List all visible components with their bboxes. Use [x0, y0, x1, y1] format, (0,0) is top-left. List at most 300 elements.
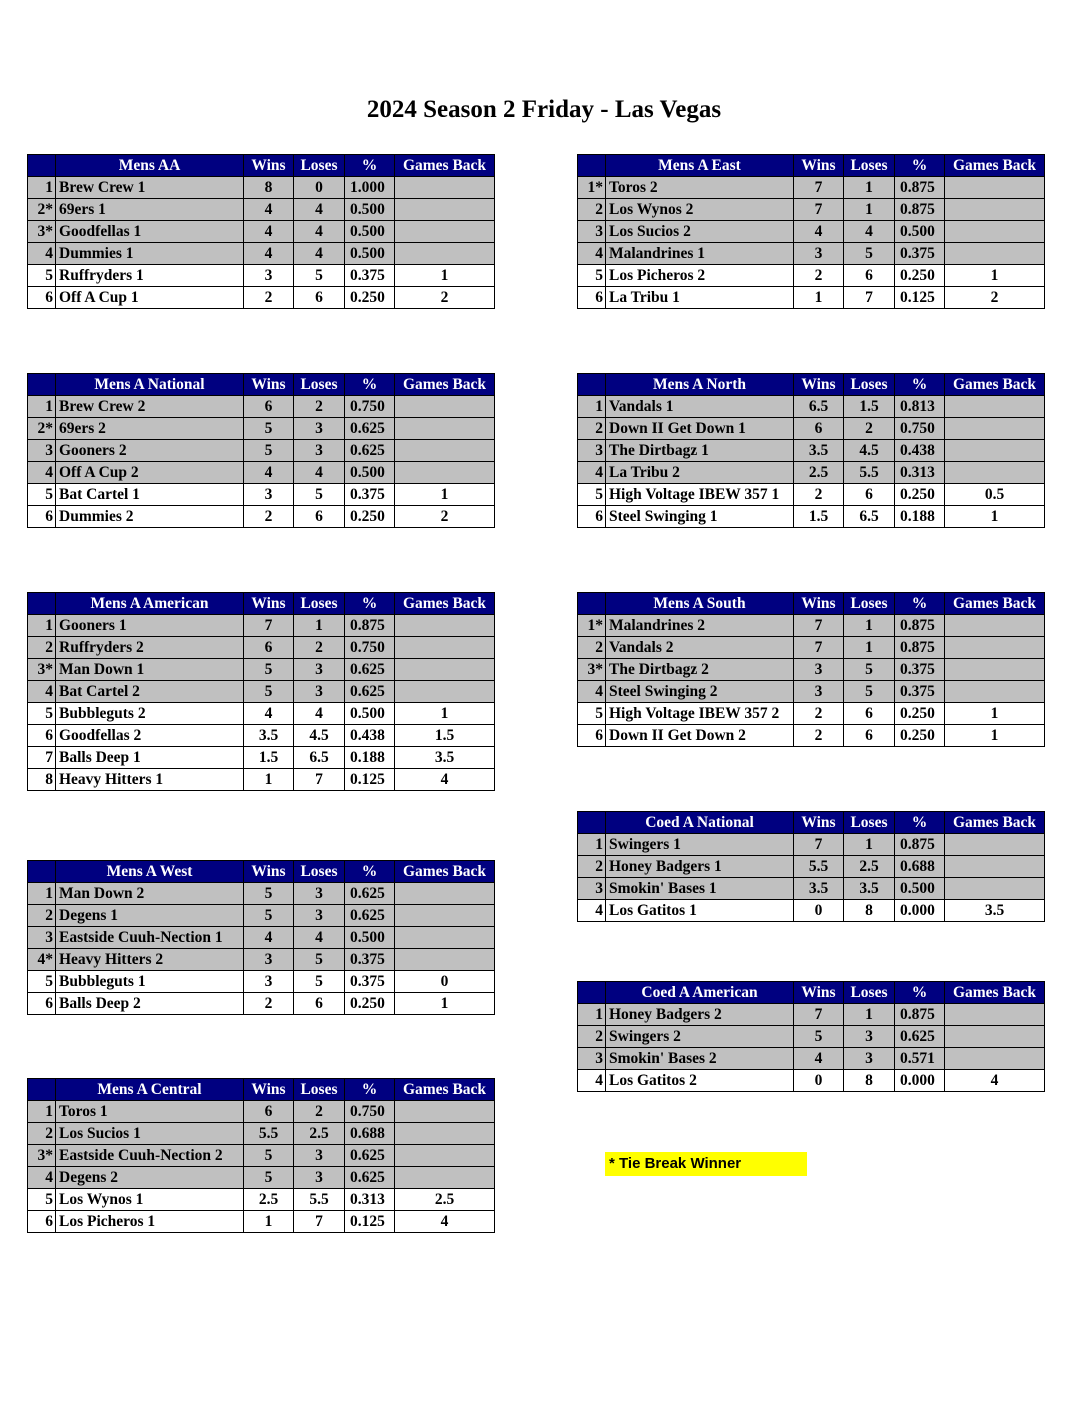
table-row: [578, 900, 1045, 922]
team-name-cell: Smokin' Bases 1: [606, 878, 794, 900]
wins-cell: 2: [244, 993, 294, 1015]
table-row: [28, 506, 495, 528]
loses-cell: 6: [294, 993, 345, 1015]
loses-cell: 4: [294, 927, 345, 949]
pct-cell: 0.625: [345, 883, 395, 905]
loses-cell: 4: [294, 462, 345, 484]
table-row: [28, 971, 495, 993]
games-back-cell: [945, 440, 1045, 462]
pct-cell: 0.750: [895, 418, 945, 440]
rank-cell: 2: [578, 418, 606, 440]
table-row: [578, 1026, 1045, 1048]
table-row: [578, 418, 1045, 440]
team-name-cell: Swingers 1: [606, 834, 794, 856]
wins-cell: 2: [244, 287, 294, 309]
games-back-cell: [945, 856, 1045, 878]
loses-cell: 5: [294, 971, 345, 993]
division-name: Mens A Central: [56, 1079, 244, 1101]
team-name-cell: Off A Cup 1: [56, 287, 244, 309]
rank-cell: 5: [28, 1189, 56, 1211]
wins-cell: 6.5: [794, 396, 844, 418]
rank-cell: 3*: [578, 659, 606, 681]
table-row: [578, 703, 1045, 725]
loses-cell: 4.5: [294, 725, 345, 747]
team-name-cell: Balls Deep 1: [56, 747, 244, 769]
games-back-cell: 1.5: [395, 725, 495, 747]
table-row: [28, 637, 495, 659]
wins-cell: 3.5: [244, 725, 294, 747]
loses-cell: 6.5: [844, 506, 895, 528]
games-back-cell: 1: [395, 265, 495, 287]
games-back-cell: [395, 905, 495, 927]
games-back-cell: 1: [395, 993, 495, 1015]
team-name-cell: Heavy Hitters 1: [56, 769, 244, 791]
pct-cell: 0.438: [895, 440, 945, 462]
pct-cell: 0.625: [345, 659, 395, 681]
division-name: Mens A West: [56, 861, 244, 883]
wins-cell: 7: [794, 637, 844, 659]
rank-cell: 1: [28, 177, 56, 199]
loses-cell: 6: [844, 484, 895, 506]
pct-cell: 0.625: [345, 681, 395, 703]
pct-cell: 0.750: [345, 1101, 395, 1123]
table-row: [578, 1004, 1045, 1026]
loses-header: Loses: [294, 593, 345, 615]
games-back-cell: [945, 659, 1045, 681]
pct-cell: 0.875: [895, 615, 945, 637]
rank-cell: 1: [28, 615, 56, 637]
loses-cell: 8: [844, 1070, 895, 1092]
wins-cell: 0: [794, 900, 844, 922]
team-name-cell: Swingers 2: [606, 1026, 794, 1048]
loses-header: Loses: [844, 374, 895, 396]
games-back-cell: [945, 177, 1045, 199]
team-name-cell: Bat Cartel 1: [56, 484, 244, 506]
pct-header: %: [345, 861, 395, 883]
team-name-cell: High Voltage IBEW 357 1: [606, 484, 794, 506]
header-row: [578, 812, 1045, 834]
team-name-cell: The Dirtbagz 1: [606, 440, 794, 462]
pct-cell: 0.813: [895, 396, 945, 418]
rank-cell: 3: [28, 440, 56, 462]
wins-header: Wins: [244, 374, 294, 396]
rank-cell: 1*: [578, 615, 606, 637]
team-name-cell: Off A Cup 2: [56, 462, 244, 484]
team-name-cell: Honey Badgers 1: [606, 856, 794, 878]
pct-cell: 0.000: [895, 900, 945, 922]
wins-cell: 1: [244, 769, 294, 791]
rank-cell: 6: [28, 506, 56, 528]
pct-cell: 0.375: [345, 949, 395, 971]
rank-header: [28, 593, 56, 615]
wins-cell: 5.5: [794, 856, 844, 878]
table-row: [28, 927, 495, 949]
loses-cell: 6: [294, 287, 345, 309]
team-name-cell: Goodfellas 2: [56, 725, 244, 747]
rank-cell: 3*: [28, 221, 56, 243]
games-back-cell: [395, 1145, 495, 1167]
wins-cell: 3.5: [794, 878, 844, 900]
wins-cell: 3: [794, 243, 844, 265]
team-name-cell: Toros 1: [56, 1101, 244, 1123]
pct-cell: 0.250: [345, 287, 395, 309]
wins-header: Wins: [244, 593, 294, 615]
table-row: [28, 440, 495, 462]
games-back-header: Games Back: [395, 1079, 495, 1101]
loses-cell: 4: [294, 703, 345, 725]
loses-cell: 3: [844, 1048, 895, 1070]
pct-cell: 0.438: [345, 725, 395, 747]
loses-cell: 5: [844, 243, 895, 265]
games-back-cell: 2: [395, 506, 495, 528]
team-name-cell: Dummies 2: [56, 506, 244, 528]
pct-header: %: [895, 593, 945, 615]
wins-header: Wins: [794, 155, 844, 177]
wins-header: Wins: [794, 982, 844, 1004]
team-name-cell: High Voltage IBEW 357 2: [606, 703, 794, 725]
team-name-cell: Balls Deep 2: [56, 993, 244, 1015]
loses-cell: 6: [844, 265, 895, 287]
pct-cell: 0.313: [345, 1189, 395, 1211]
header-row: [578, 155, 1045, 177]
table-row: [578, 243, 1045, 265]
games-back-cell: [395, 462, 495, 484]
loses-cell: 2: [294, 396, 345, 418]
games-back-header: Games Back: [945, 374, 1045, 396]
pct-cell: 0.875: [895, 834, 945, 856]
rank-cell: 1: [28, 883, 56, 905]
pct-cell: 0.125: [345, 769, 395, 791]
wins-cell: 4: [244, 221, 294, 243]
wins-cell: 1: [244, 1211, 294, 1233]
games-back-cell: [945, 878, 1045, 900]
loses-cell: 3: [294, 418, 345, 440]
loses-cell: 6: [844, 725, 895, 747]
wins-cell: 7: [794, 834, 844, 856]
pct-cell: 0.875: [895, 637, 945, 659]
wins-header: Wins: [794, 812, 844, 834]
pct-cell: 0.875: [895, 177, 945, 199]
pct-cell: 0.500: [895, 878, 945, 900]
team-name-cell: La Tribu 1: [606, 287, 794, 309]
games-back-cell: [945, 1004, 1045, 1026]
loses-cell: 0: [294, 177, 345, 199]
wins-cell: 5: [244, 1167, 294, 1189]
wins-cell: 5: [244, 418, 294, 440]
rank-cell: 5: [578, 484, 606, 506]
division-name: Mens A South: [606, 593, 794, 615]
pct-cell: 0.250: [895, 484, 945, 506]
team-name-cell: Dummies 1: [56, 243, 244, 265]
games-back-cell: [395, 1167, 495, 1189]
pct-cell: 0.500: [345, 221, 395, 243]
table-row: [578, 177, 1045, 199]
loses-header: Loses: [294, 155, 345, 177]
division-name: Mens A East: [606, 155, 794, 177]
table-row: [28, 177, 495, 199]
loses-header: Loses: [294, 861, 345, 883]
games-back-cell: 4: [945, 1070, 1045, 1092]
wins-cell: 5: [244, 681, 294, 703]
pct-cell: 0.375: [345, 484, 395, 506]
pct-header: %: [895, 155, 945, 177]
games-back-cell: [395, 949, 495, 971]
rank-cell: 4: [28, 243, 56, 265]
team-name-cell: Steel Swinging 1: [606, 506, 794, 528]
rank-cell: 5: [578, 265, 606, 287]
loses-cell: 7: [294, 1211, 345, 1233]
games-back-cell: [395, 396, 495, 418]
wins-cell: 5: [244, 883, 294, 905]
pct-cell: 0.188: [345, 747, 395, 769]
team-name-cell: Eastside Cuuh-Nection 2: [56, 1145, 244, 1167]
games-back-cell: 1: [945, 506, 1045, 528]
loses-cell: 2: [294, 637, 345, 659]
team-name-cell: 69ers 2: [56, 418, 244, 440]
pct-cell: 0.500: [345, 243, 395, 265]
wins-header: Wins: [244, 861, 294, 883]
wins-cell: 4: [794, 1048, 844, 1070]
games-back-cell: [945, 1026, 1045, 1048]
rank-cell: 1: [578, 396, 606, 418]
pct-cell: 0.875: [895, 1004, 945, 1026]
standings-table-mens-a-east: [577, 154, 1045, 309]
table-row: [28, 1211, 495, 1233]
games-back-cell: 4: [395, 769, 495, 791]
wins-cell: 2.5: [244, 1189, 294, 1211]
loses-cell: 1: [844, 615, 895, 637]
rank-cell: 4: [578, 462, 606, 484]
games-back-cell: 3.5: [945, 900, 1045, 922]
games-back-cell: 1: [395, 703, 495, 725]
table-row: [28, 484, 495, 506]
wins-cell: 2: [794, 265, 844, 287]
table-row: [578, 287, 1045, 309]
pct-header: %: [895, 812, 945, 834]
table-row: [28, 993, 495, 1015]
table-row: [578, 462, 1045, 484]
rank-cell: 1: [578, 834, 606, 856]
team-name-cell: Steel Swinging 2: [606, 681, 794, 703]
rank-cell: 5: [28, 971, 56, 993]
pct-cell: 0.750: [345, 396, 395, 418]
rank-cell: 1: [28, 1101, 56, 1123]
header-row: [28, 1079, 495, 1101]
rank-cell: 2*: [28, 418, 56, 440]
loses-cell: 5: [294, 949, 345, 971]
games-back-cell: [945, 681, 1045, 703]
wins-cell: 6: [244, 637, 294, 659]
table-row: [578, 878, 1045, 900]
team-name-cell: Vandals 2: [606, 637, 794, 659]
pct-header: %: [345, 155, 395, 177]
header-row: [28, 374, 495, 396]
wins-cell: 7: [794, 199, 844, 221]
division-name: Coed A American: [606, 982, 794, 1004]
wins-cell: 4: [244, 703, 294, 725]
loses-header: Loses: [844, 593, 895, 615]
loses-cell: 5: [844, 659, 895, 681]
loses-cell: 2.5: [844, 856, 895, 878]
loses-cell: 5: [294, 265, 345, 287]
standings-table-coed-a-american: [577, 981, 1045, 1092]
pct-cell: 0.625: [345, 1145, 395, 1167]
games-back-cell: 1: [945, 265, 1045, 287]
team-name-cell: Degens 1: [56, 905, 244, 927]
rank-header: [578, 593, 606, 615]
rank-cell: 4: [578, 243, 606, 265]
team-name-cell: Los Picheros 2: [606, 265, 794, 287]
loses-header: Loses: [294, 374, 345, 396]
wins-cell: 5: [794, 1026, 844, 1048]
table-row: [578, 615, 1045, 637]
wins-cell: 6: [244, 396, 294, 418]
pct-cell: 0.250: [895, 725, 945, 747]
loses-cell: 3: [294, 1167, 345, 1189]
team-name-cell: Down II Get Down 1: [606, 418, 794, 440]
header-row: [28, 861, 495, 883]
wins-cell: 6: [244, 1101, 294, 1123]
rank-cell: 4: [578, 900, 606, 922]
pct-cell: 0.250: [345, 993, 395, 1015]
rank-cell: 3: [578, 1048, 606, 1070]
rank-cell: 5: [28, 265, 56, 287]
pct-header: %: [345, 1079, 395, 1101]
wins-cell: 5: [244, 440, 294, 462]
games-back-cell: [395, 637, 495, 659]
rank-cell: 1: [578, 1004, 606, 1026]
games-back-cell: [945, 1048, 1045, 1070]
wins-header: Wins: [244, 155, 294, 177]
games-back-cell: 4: [395, 1211, 495, 1233]
team-name-cell: Bubbleguts 1: [56, 971, 244, 993]
loses-cell: 4: [294, 221, 345, 243]
pct-cell: 0.500: [345, 927, 395, 949]
pct-header: %: [895, 374, 945, 396]
team-name-cell: Ruffryders 1: [56, 265, 244, 287]
pct-cell: 0.375: [895, 659, 945, 681]
team-name-cell: Gooners 2: [56, 440, 244, 462]
team-name-cell: Gooners 1: [56, 615, 244, 637]
table-row: [578, 834, 1045, 856]
wins-cell: 2.5: [794, 462, 844, 484]
pct-cell: 0.625: [345, 440, 395, 462]
team-name-cell: Eastside Cuuh-Nection 1: [56, 927, 244, 949]
loses-cell: 1: [294, 615, 345, 637]
rank-cell: 2: [578, 856, 606, 878]
standings-table-mens-a-american: [27, 592, 495, 791]
wins-cell: 2: [794, 725, 844, 747]
table-row: [578, 725, 1045, 747]
table-row: [28, 703, 495, 725]
header-row: [578, 982, 1045, 1004]
loses-cell: 1: [844, 834, 895, 856]
rank-cell: 1: [28, 396, 56, 418]
standings-table-mens-a-central: [27, 1078, 495, 1233]
table-row: [578, 440, 1045, 462]
wins-cell: 0: [794, 1070, 844, 1092]
loses-header: Loses: [844, 982, 895, 1004]
pct-cell: 0.500: [895, 221, 945, 243]
games-back-cell: 1: [395, 484, 495, 506]
rank-cell: 1*: [578, 177, 606, 199]
games-back-cell: [395, 199, 495, 221]
team-name-cell: Brew Crew 2: [56, 396, 244, 418]
rank-cell: 4*: [28, 949, 56, 971]
division-name: Coed A National: [606, 812, 794, 834]
rank-cell: 4: [578, 681, 606, 703]
games-back-cell: [395, 177, 495, 199]
table-row: [28, 1167, 495, 1189]
games-back-cell: 0.5: [945, 484, 1045, 506]
loses-cell: 3: [844, 1026, 895, 1048]
pct-cell: 0.313: [895, 462, 945, 484]
games-back-header: Games Back: [395, 593, 495, 615]
rank-cell: 3*: [28, 659, 56, 681]
games-back-cell: 2.5: [395, 1189, 495, 1211]
loses-cell: 4.5: [844, 440, 895, 462]
loses-cell: 3: [294, 1145, 345, 1167]
wins-cell: 1: [794, 287, 844, 309]
loses-cell: 1.5: [844, 396, 895, 418]
loses-cell: 3: [294, 905, 345, 927]
division-name: Mens A National: [56, 374, 244, 396]
loses-cell: 4: [844, 221, 895, 243]
wins-cell: 5: [244, 905, 294, 927]
team-name-cell: Los Gatitos 2: [606, 1070, 794, 1092]
rank-cell: 2: [578, 1026, 606, 1048]
wins-cell: 4: [794, 221, 844, 243]
rank-cell: 3*: [28, 1145, 56, 1167]
rank-cell: 5: [28, 703, 56, 725]
rank-cell: 2: [28, 637, 56, 659]
rank-cell: 4: [28, 681, 56, 703]
pct-cell: 0.375: [345, 971, 395, 993]
pct-header: %: [895, 982, 945, 1004]
loses-cell: 6: [294, 506, 345, 528]
wins-cell: 4: [244, 243, 294, 265]
pct-cell: 0.188: [895, 506, 945, 528]
rank-cell: 2*: [28, 199, 56, 221]
games-back-cell: [395, 927, 495, 949]
header-row: [28, 155, 495, 177]
table-row: [28, 265, 495, 287]
rank-cell: 2: [578, 199, 606, 221]
table-row: [28, 287, 495, 309]
wins-cell: 1.5: [244, 747, 294, 769]
table-row: [578, 221, 1045, 243]
loses-cell: 2: [844, 418, 895, 440]
rank-header: [578, 982, 606, 1004]
loses-cell: 5: [844, 681, 895, 703]
wins-cell: 7: [794, 1004, 844, 1026]
wins-cell: 3: [244, 484, 294, 506]
table-row: [578, 484, 1045, 506]
division-name: Mens AA: [56, 155, 244, 177]
loses-cell: 6.5: [294, 747, 345, 769]
games-back-cell: [395, 243, 495, 265]
wins-cell: 3: [244, 949, 294, 971]
team-name-cell: Malandrines 2: [606, 615, 794, 637]
pct-cell: 0.625: [345, 418, 395, 440]
standings-table-mens-a-north: [577, 373, 1045, 528]
wins-cell: 4: [244, 927, 294, 949]
games-back-cell: 2: [945, 287, 1045, 309]
rank-cell: 2: [28, 905, 56, 927]
pct-cell: 0.375: [345, 265, 395, 287]
header-row: [28, 593, 495, 615]
games-back-cell: [945, 462, 1045, 484]
